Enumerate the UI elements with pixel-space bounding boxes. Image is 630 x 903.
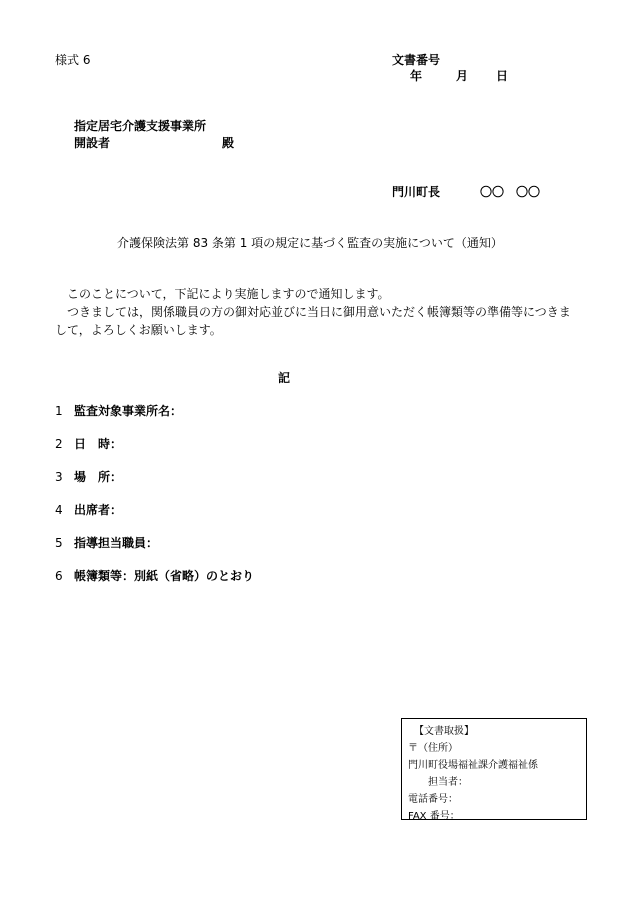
body-line-1: このことについて，下記により実施しますので通知します。	[67, 287, 390, 301]
date-year: 年	[410, 69, 423, 83]
contact-heading: 【文書取扱】	[414, 726, 474, 737]
item-number: 4	[55, 503, 63, 517]
form-label: 様式 6	[55, 53, 91, 67]
contact-person: 担当者：	[428, 777, 468, 788]
recipient-office: 指定居宅介護支援事業所	[74, 119, 207, 133]
item-number: 5	[55, 536, 63, 550]
recipient-founder-label: 開設者	[74, 136, 111, 150]
document-number-label: 文書番号	[392, 53, 441, 67]
body-text	[55, 285, 580, 339]
item-label: 場 所：	[74, 470, 123, 484]
item-number: 6	[55, 569, 63, 583]
item-number: 2	[55, 437, 63, 451]
list-item	[55, 504, 122, 516]
sender-title: 門川町長	[392, 185, 441, 199]
list-item	[55, 471, 122, 483]
item-label: 監査対象事業所名：	[74, 404, 183, 418]
item-label: 指導担当職員：	[74, 536, 159, 550]
recipient-honorific: 殿	[222, 136, 235, 150]
item-label: 帳簿類等：別紙（省略）のとおり	[74, 569, 255, 583]
item-number: 1	[55, 404, 63, 418]
list-item	[55, 405, 182, 417]
contact-fax: FAX 番号：	[408, 811, 460, 822]
date-line	[410, 69, 509, 84]
list-item	[55, 438, 122, 450]
ki-heading: 記	[278, 371, 291, 385]
item-number: 3	[55, 470, 63, 484]
list-item	[55, 537, 158, 549]
date-day: 日	[496, 69, 509, 83]
item-label: 日 時：	[74, 437, 123, 451]
sender-name: 〇〇 〇〇	[480, 185, 541, 199]
list-item	[55, 570, 254, 582]
contact-department: 門川町役場福祉課介護福祉係	[408, 760, 538, 771]
date-month: 月	[456, 69, 469, 83]
notice-title: 介護保険法第 83 条第 1 項の規定に基づく監査の実施について（通知）	[117, 236, 503, 250]
contact-postal: 〒（住所）	[408, 743, 458, 754]
item-label: 出席者：	[74, 503, 123, 517]
contact-phone: 電話番号：	[408, 794, 458, 805]
document-handling-box	[401, 718, 587, 820]
body-line-2: つきましては，関係職員の方の御対応並びに当日に御用意いただく帳簿類等の準備等につきまして，よろしくお願いします。	[55, 305, 571, 337]
